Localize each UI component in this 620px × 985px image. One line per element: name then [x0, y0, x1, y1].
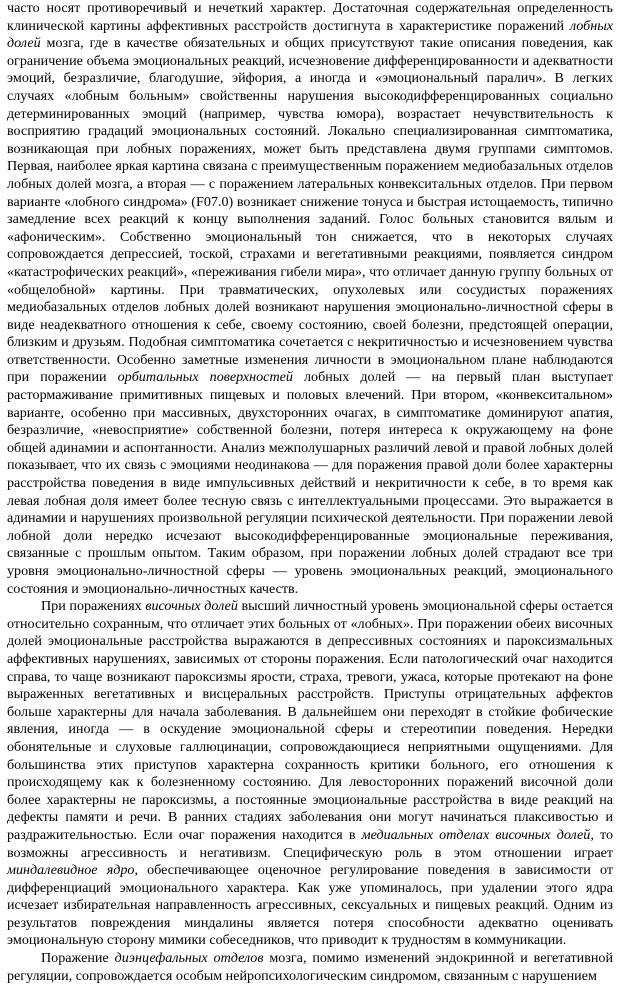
text-run: то возможны агрессивность и негативизм. Специфическую роль в этом отношении играет	[7, 826, 613, 861]
text-run: мозга, где в качестве обязательных и общих присутствуют такие описания поведения, как ограничение объема эмоциональных реакций, исчезновение дифференцированности и адекватности эмоций, безразличие, благодушие, эйфория, а иногда и «эмоциональный паралич». В легких случаях «лобным больным» свойственны нарушения высокодифференцированных социально детерминированных эмоций (например, чувства юмора), возрастает нечувствительность к восприятию градаций эмоциональных состояний. Локально специализированная симптоматика, возникающая при лобных поражениях, может быть представлена двумя группами симптомов. Первая, наиболее яркая картина связана с преимущественным поражением медиобазальных отделов лобных долей мозга, а вторая — с поражением латеральных конвекситальных отделов. При первом варианте «лобного синдрома» (F07.0) возникает снижение тонуса и быстрая истощаемость, типично замедление всех реакций к концу выполнения заданий. Голос больных становится вялым и «афоническим». Собственно эмоциональный тон снижается, что в некоторых случаях сопровождается депрессией, тоской, страхами и вегетативными реакциями, появляется синдром «катастрофических реакций», «переживания гибели мира», что отличает данную группу больных от «общелобной» картины. При травматических, опухолевых или сосудистых поражениях медиобазальных отделов лобных долей возникают нарушения эмоционально-личностной сферы в виде неадекватного отношения к себе, своему состоянию, своей болезни, предстоящей операции, близким и друзьям. Подобная симптоматика сочетается с некритичностью и исчезновением чувства ответственности. Особенно заметные изменения личности в эмоциональном плане наблюдаются при поражении	[7, 35, 613, 386]
paragraph-frontal-lobes	[7, 0, 613, 598]
text-run: мозга, помимо изменений эндокринной и вегетативной регуляции, сопровождается особым нейропсихологическим синдромом, связанным с нарушением	[7, 950, 614, 984]
term-frontal-lobes: лобных долей	[7, 17, 613, 52]
text-run: , обеспечивающее оценочное регулирование поведения в зависимости от дифференциаций эмоционального характера. Как уже упоминалось, при удалении этого ядра исчезает избирательная направленность агрессивных, сексуальных и пищевых реакций. Одним из результатов повреждения миндалины является потеря способности адекватно оценивать эмоциональную сторону мимики собеседников, что приводит к трудностям в коммуникации.	[7, 862, 613, 949]
paragraph-diencephalic	[7, 950, 613, 985]
text-run: часто носят противоречивый и нечеткий характер. Достаточная содержательная определенность клинической картины аффективных расстройств достигнута в характеристике поражений	[7, 0, 613, 34]
text-run: Поражение	[41, 950, 115, 967]
term-medial-temporal: медиальных отделах височных долей,	[361, 826, 594, 843]
text-run: лобных долей — на первый план выступает растормаживание примитивных пищевых и половых влечений. При втором, «конвекситальном» варианте, особенно при массивных, двухсторонних очагах, в симптоматике доминируют апатия, безразличие, «невосприятие» собственной болезни, потеря интереса к окружающему на фоне общей адинамии и аспонтанности. Анализ межполушарных различий левой и правой лобных долей показывает, что их связь с эмоциями неодинакова — для поражения правой доли более характерны расстройства поведения в виде импульсивных действий и некритичности к себе, в то время как левая лобная доля имеет более тесную связь с интеллектуальными процессами. Это выражается в адинамии и нарушениях произвольной регуляции психической деятельности. При поражении левой лобной доли нередко исчезают высокодифференцированные эмоциональные переживания, связанные с прошлым опытом. Таким образом, при поражении лобных долей страдают все три уровня эмоционально-личностной сферы — уровень эмоциональных реакций, эмоционального состояния и эмоционально-личностных качеств.	[7, 369, 613, 597]
term-amygdala: миндалевидное ядро	[7, 862, 135, 879]
paragraph-temporal-lobes	[7, 598, 613, 950]
document-page	[7, 0, 613, 985]
term-diencephalic: диэнцефальных отделов	[114, 950, 264, 967]
term-temporal-lobes: височных долей	[145, 598, 238, 615]
text-run: При поражениях	[41, 598, 146, 615]
text-run: высший личностный уровень эмоциональной сферы остается относительно сохранным, что отличает этих больных от «лобных». При поражении обеих височных долей эмоциональные расстройства выражаются в депрессивных состояниях и пароксизмальных аффективных нарушениях, зависимых от стороны поражения. Если патологический очаг находится справа, то чаще возникают пароксизмы ярости, страха, тревоги, ужаса, которые протекают на фоне выраженных вегетативных и висцеральных расстройств. Приступы отрицательных аффектов больше характерны для начала заболевания. В дальнейшем они переходят в стойкие фобические явления, иногда — в оскудение эмоциональной сферы и стереотипии поведения. Нередки обонятельные и слуховые галлюцинации, сопровождающиеся неприятными ощущениями. Для большинства этих приступов характерна сохранность критики больного, его отношения к происходящему как к болезненному состоянию. Для левосторонних поражений височной доли более характерны не пароксизмы, а постоянные эмоциональные расстройства в виде реакций на дефекты памяти и речи. В ранних стадиях заболевания они могут начинаться плаксивостью и раздражительностью. Если очаг поражения находится в	[7, 598, 613, 843]
term-orbital-surfaces: орбитальных поверхностей	[117, 369, 293, 386]
